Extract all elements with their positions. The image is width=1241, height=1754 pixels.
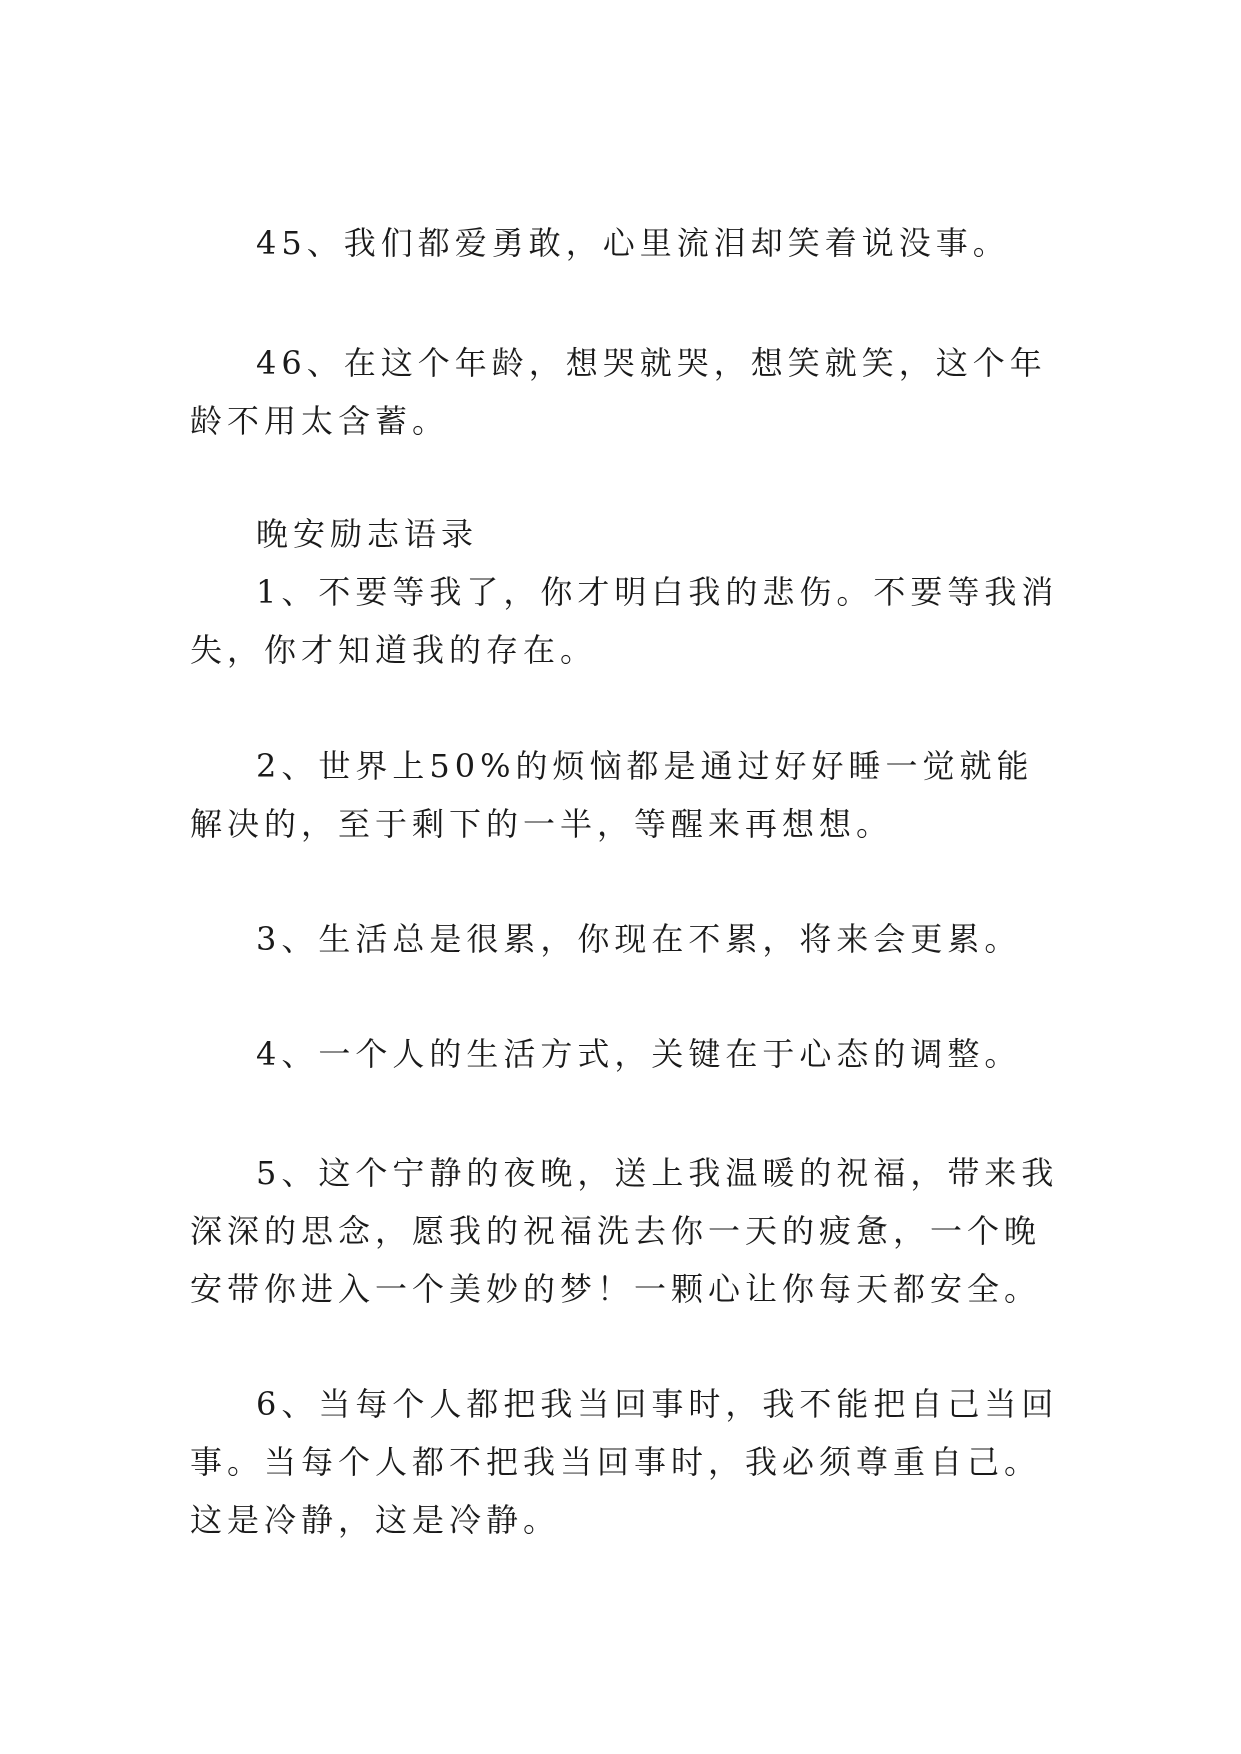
paragraph-45: 45、我们都爱勇敢，心里流泪却笑着说没事。 <box>256 224 1010 262</box>
section-heading: 晚安励志语录 <box>256 515 479 553</box>
paragraph-5: 5、这个宁静的夜晚，送上我温暖的祝福，带来我深深的思念，愿我的祝福洗去你一天的疲惫，一个晚安带你进入一个美妙的梦！一颗心让你每天都安全。 <box>190 1154 1059 1308</box>
paragraph-2: 2、世界上50%的烦恼都是通过好好睡一觉就能解决的，至于剩下的一半，等醒来再想想。 <box>190 747 1034 843</box>
paragraph-46: 46、在这个年龄，想哭就哭，想笑就笑，这个年龄不用太含蓄。 <box>190 344 1047 440</box>
paragraph-3: 3、生活总是很累，你现在不累，将来会更累。 <box>256 920 1022 958</box>
paragraph-4: 4、一个人的生活方式，关键在于心态的调整。 <box>256 1035 1022 1073</box>
paragraph-6: 6、当每个人都把我当回事时，我不能把自己当回事。当每个人都不把我当回事时，我必须尊重自己。这是冷静，这是冷静。 <box>190 1385 1059 1539</box>
paragraph-1: 1、不要等我了，你才明白我的悲伤。不要等我消失，你才知道我的存在。 <box>190 573 1059 669</box>
